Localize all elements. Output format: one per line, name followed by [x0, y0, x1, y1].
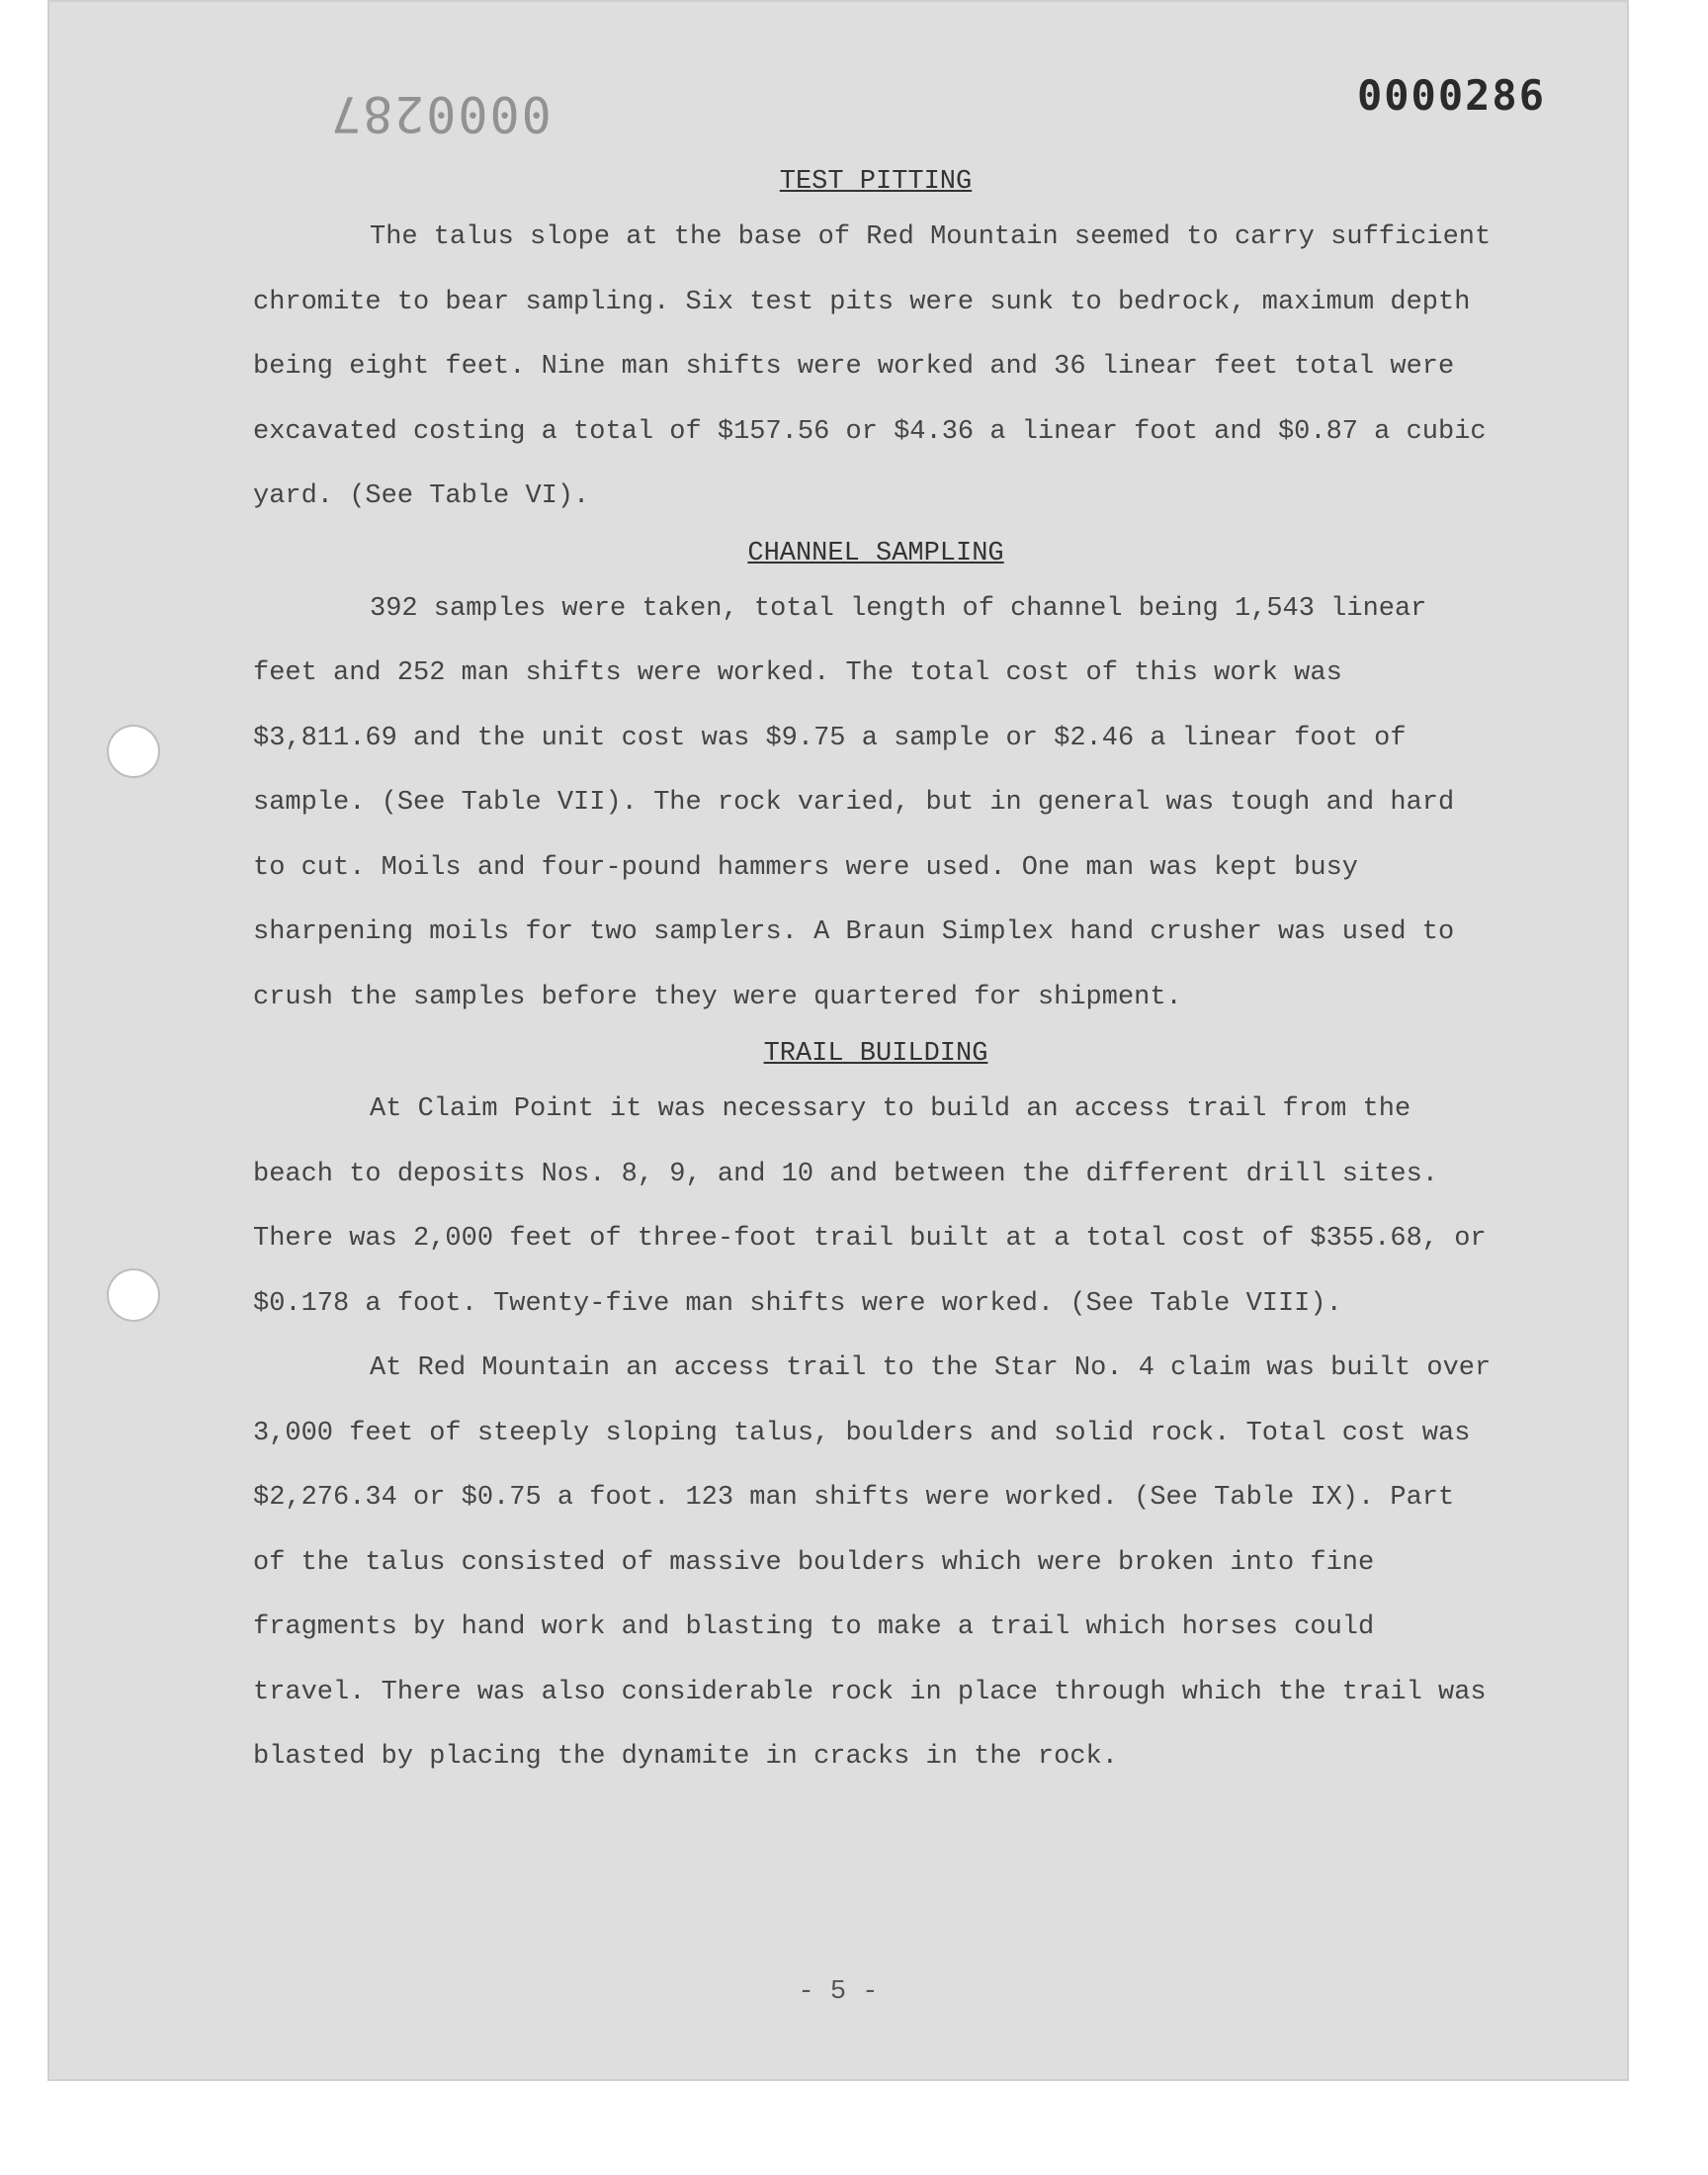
page-number: - 5 - [798, 1977, 879, 2007]
document-body [253, 158, 1498, 1790]
paragraph-trail-red-mountain: At Red Mountain an access trail to the Star No. 4 claim was built over 3,000 feet of steeply sloping talus, boulders and solid rock. Total cost was $2,276.34 or $0.75 a foot. 123 man shifts were worked. (See Table IX). Part of the talus consisted of massive boulders which were broken into fine fragments by hand work and blasting to make a trail which horses could travel. There was also considerable rock in place through which the trail was blasted by placing the dynamite in cracks in the rock. [253, 1353, 1492, 1772]
document-page [47, 0, 1629, 2081]
section-heading-channel-sampling: CHANNEL SAMPLING [747, 538, 1004, 568]
paragraph-trail-claim-point: At Claim Point it was necessary to build an access trail from the beach to deposits Nos. 8, 9, and 10 and between the different drill sites. There was 2,000 feet of three-foot trail built at a total cost of $355.68, or $0.178 a foot. Twenty-five man shifts were worked. (See Table VIII). [253, 1094, 1487, 1319]
punch-hole-bottom [109, 1270, 158, 1320]
page-id-number: 0000286 [1356, 71, 1546, 120]
section-heading-trail-building: TRAIL BUILDING [763, 1039, 988, 1069]
section-heading-test-pitting: TEST PITTING [779, 167, 973, 197]
mirrored-stamp: 0000287 [329, 85, 552, 142]
paragraph-test-pitting: The talus slope at the base of Red Mountain seemed to carry sufficient chromite to bear sampling. Six test pits were sunk to bedrock, maximum depth being eight feet. Nine man shifts were worked and 36 linear feet total were excavated costing a total of $157.56 or $4.36 a linear foot and $0.87 a cubic yard. (See Table VI). [253, 222, 1492, 511]
paragraph-channel-sampling: 392 samples were taken, total length of channel being 1,543 linear feet and 252 man shifts were worked. The total cost of this work was $3,811.69 and the unit cost was $9.75 a sample or $2.46 a linear foot of sample. (See Table VII). The rock varied, but in general was tough and hard to cut. Moils and four-pound hammers were used. One man was kept busy sharpening moils for two samplers. A Braun Simplex hand crusher was used to crush the samples before they were quartered for shipment. [253, 593, 1455, 1012]
punch-hole-top [109, 727, 158, 776]
